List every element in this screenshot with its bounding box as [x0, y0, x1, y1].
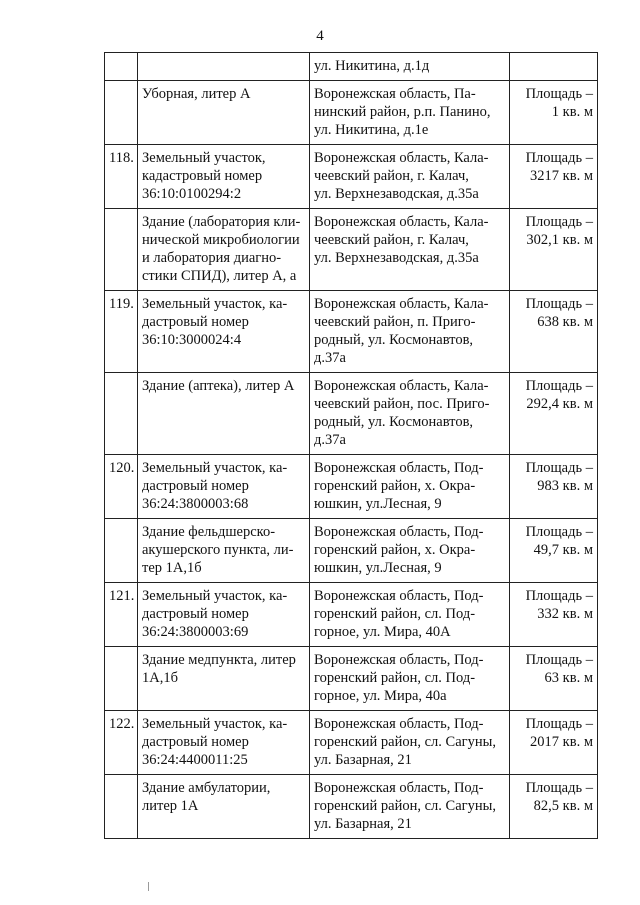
object-name-line: нической микробиологии — [142, 232, 300, 248]
object-name-line: 36:24:3800003:69 — [142, 624, 249, 640]
object-name-line: Здание амбулатории, — [142, 780, 271, 796]
area-cell — [510, 373, 598, 455]
object-name-line: Уборная, литер А — [142, 86, 251, 102]
object-name-cell — [138, 455, 310, 519]
object-name-line: Здание (аптека), литер А — [142, 378, 295, 394]
row-number-cell — [105, 519, 138, 583]
address-line: Воронежская область, Кала- — [314, 150, 489, 166]
area-cell — [510, 53, 598, 81]
page-number: 4 — [316, 28, 324, 44]
area-cell — [510, 145, 598, 209]
object-name-cell — [138, 53, 310, 81]
area-line: Площадь – — [525, 378, 593, 394]
address-line: чеевский район, п. Приго- — [314, 314, 476, 330]
table-row — [105, 373, 598, 455]
address-cell — [310, 81, 510, 145]
address-cell — [310, 53, 510, 81]
address-line: нинский район, р.п. Панино, — [314, 104, 491, 120]
object-name-line: дастровый номер — [142, 314, 249, 330]
object-name-cell — [138, 145, 310, 209]
row-number-cell: 118. — [105, 145, 138, 209]
address-line: ул. Базарная, 21 — [314, 752, 412, 768]
object-name-line: дастровый номер — [142, 734, 249, 750]
address-cell — [310, 455, 510, 519]
object-name-line: Здание (лаборатория кли- — [142, 214, 301, 230]
area-cell — [510, 647, 598, 711]
scan-mark — [148, 882, 149, 891]
address-line: Воронежская область, Кала- — [314, 378, 489, 394]
row-number-cell — [105, 53, 138, 81]
table-row — [105, 583, 598, 647]
row-number-cell: 122. — [105, 711, 138, 775]
object-name-line: Здание фельдшерско- — [142, 524, 276, 540]
object-name-line: 36:24:3800003:68 — [142, 496, 249, 512]
address-line: юшкин, ул.Лесная, 9 — [314, 496, 442, 512]
address-line: Воронежская область, Под- — [314, 460, 484, 476]
object-name-line: и лаборатория диагно- — [142, 250, 282, 266]
object-name-cell — [138, 209, 310, 291]
address-line: родный, ул. Космонавтов, — [314, 414, 474, 430]
row-number-cell — [105, 647, 138, 711]
object-name-cell — [138, 373, 310, 455]
address-line: Воронежская область, Под- — [314, 780, 484, 796]
object-name-line: 1А,1б — [142, 670, 178, 686]
area-line: 2017 кв. м — [530, 734, 593, 750]
object-name-line: Земельный участок, ка- — [142, 460, 288, 476]
address-line: Воронежская область, Кала- — [314, 214, 489, 230]
area-line: 63 кв. м — [544, 670, 593, 686]
area-cell — [510, 775, 598, 839]
area-line: 49,7 кв. м — [533, 542, 593, 558]
object-name-line: Здание медпункта, литер — [142, 652, 296, 668]
area-line: 82,5 кв. м — [533, 798, 593, 814]
area-line: 302,1 кв. м — [526, 232, 593, 248]
table-row — [105, 81, 598, 145]
table-body — [105, 53, 598, 839]
area-cell — [510, 455, 598, 519]
address-line: чеевский район, пос. Приго- — [314, 396, 490, 412]
address-line: ул. Никитина, д.1д — [314, 58, 430, 74]
address-line: горенский район, сл. Сагуны, — [314, 798, 496, 814]
area-cell — [510, 291, 598, 373]
table-row — [105, 775, 598, 839]
table-row — [105, 291, 598, 373]
area-cell — [510, 519, 598, 583]
object-name-line: кадастровый номер — [142, 168, 263, 184]
address-cell — [310, 291, 510, 373]
table-row — [105, 145, 598, 209]
object-name-line: стики СПИД), литер А, а — [142, 268, 297, 284]
object-name-line: 36:10:3000024:4 — [142, 332, 242, 348]
object-name-line: тер 1А,1б — [142, 560, 202, 576]
address-line: ул. Верхнезаводская, д.35а — [314, 250, 479, 266]
area-line: Площадь – — [525, 588, 593, 604]
area-line: Площадь – — [525, 652, 593, 668]
area-line: 983 кв. м — [537, 478, 593, 494]
area-line: Площадь – — [525, 150, 593, 166]
area-line: 332 кв. м — [537, 606, 593, 622]
table-row — [105, 209, 598, 291]
address-line: Воронежская область, Под- — [314, 588, 484, 604]
address-line: горенский район, сл. Сагуны, — [314, 734, 496, 750]
object-name-line: Земельный участок, ка- — [142, 716, 288, 732]
area-line: Площадь – — [525, 716, 593, 732]
area-cell — [510, 711, 598, 775]
area-line: Площадь – — [525, 460, 593, 476]
table-row — [105, 711, 598, 775]
address-line: Воронежская область, Па- — [314, 86, 476, 102]
address-line: д.37а — [314, 432, 346, 448]
area-cell — [510, 583, 598, 647]
object-name-line: Земельный участок, — [142, 150, 266, 166]
area-line: 3217 кв. м — [530, 168, 593, 184]
object-name-line: 36:24:4400011:25 — [142, 752, 248, 768]
object-name-cell — [138, 519, 310, 583]
area-line: 638 кв. м — [537, 314, 593, 330]
address-line: горенский район, сл. Под- — [314, 670, 476, 686]
object-name-cell — [138, 81, 310, 145]
object-name-line: дастровый номер — [142, 478, 249, 494]
property-table — [104, 52, 598, 839]
address-cell — [310, 519, 510, 583]
row-number-cell: 119. — [105, 291, 138, 373]
address-line: горенский район, сл. Под- — [314, 606, 476, 622]
address-cell — [310, 373, 510, 455]
address-cell — [310, 209, 510, 291]
object-name-line: Земельный участок, ка- — [142, 588, 288, 604]
address-line: горное, ул. Мира, 40а — [314, 688, 447, 704]
table-row — [105, 647, 598, 711]
object-name-cell — [138, 291, 310, 373]
object-name-line: дастровый номер — [142, 606, 249, 622]
address-cell — [310, 711, 510, 775]
object-name-line: 36:10:0100294:2 — [142, 186, 242, 202]
address-line: Воронежская область, Под- — [314, 524, 484, 540]
address-line: горенский район, х. Окра- — [314, 542, 476, 558]
row-number-cell — [105, 81, 138, 145]
address-line: горенский район, х. Окра- — [314, 478, 476, 494]
object-name-line: акушерского пункта, ли- — [142, 542, 294, 558]
address-line: чеевский район, г. Калач, — [314, 168, 469, 184]
area-line: 292,4 кв. м — [526, 396, 593, 412]
address-line: Воронежская область, Под- — [314, 652, 484, 668]
address-line: ул. Верхнезаводская, д.35а — [314, 186, 479, 202]
area-line: Площадь – — [525, 214, 593, 230]
address-line: горное, ул. Мира, 40А — [314, 624, 451, 640]
address-cell — [310, 145, 510, 209]
object-name-line: литер 1А — [142, 798, 199, 814]
row-number-cell — [105, 209, 138, 291]
row-number-cell: 120. — [105, 455, 138, 519]
address-line: Воронежская область, Под- — [314, 716, 484, 732]
object-name-cell — [138, 775, 310, 839]
object-name-cell — [138, 583, 310, 647]
address-line: ул. Базарная, 21 — [314, 816, 412, 832]
address-cell — [310, 583, 510, 647]
row-number-cell: 121. — [105, 583, 138, 647]
table-row — [105, 53, 598, 81]
object-name-cell — [138, 647, 310, 711]
row-number-cell — [105, 775, 138, 839]
area-cell — [510, 209, 598, 291]
address-line: юшкин, ул.Лесная, 9 — [314, 560, 442, 576]
address-line: чеевский район, г. Калач, — [314, 232, 469, 248]
area-line: Площадь – — [525, 86, 593, 102]
area-line: Площадь – — [525, 296, 593, 312]
row-number-cell — [105, 373, 138, 455]
address-line: Воронежская область, Кала- — [314, 296, 489, 312]
table-row — [105, 455, 598, 519]
area-line: Площадь – — [525, 524, 593, 540]
area-line: 1 кв. м — [551, 104, 593, 120]
area-cell — [510, 81, 598, 145]
address-line: ул. Никитина, д.1е — [314, 122, 429, 138]
object-name-cell — [138, 711, 310, 775]
address-line: д.37а — [314, 350, 346, 366]
address-cell — [310, 775, 510, 839]
table-row — [105, 519, 598, 583]
address-line: родный, ул. Космонавтов, — [314, 332, 474, 348]
object-name-line: Земельный участок, ка- — [142, 296, 288, 312]
area-line: Площадь – — [525, 780, 593, 796]
address-cell — [310, 647, 510, 711]
